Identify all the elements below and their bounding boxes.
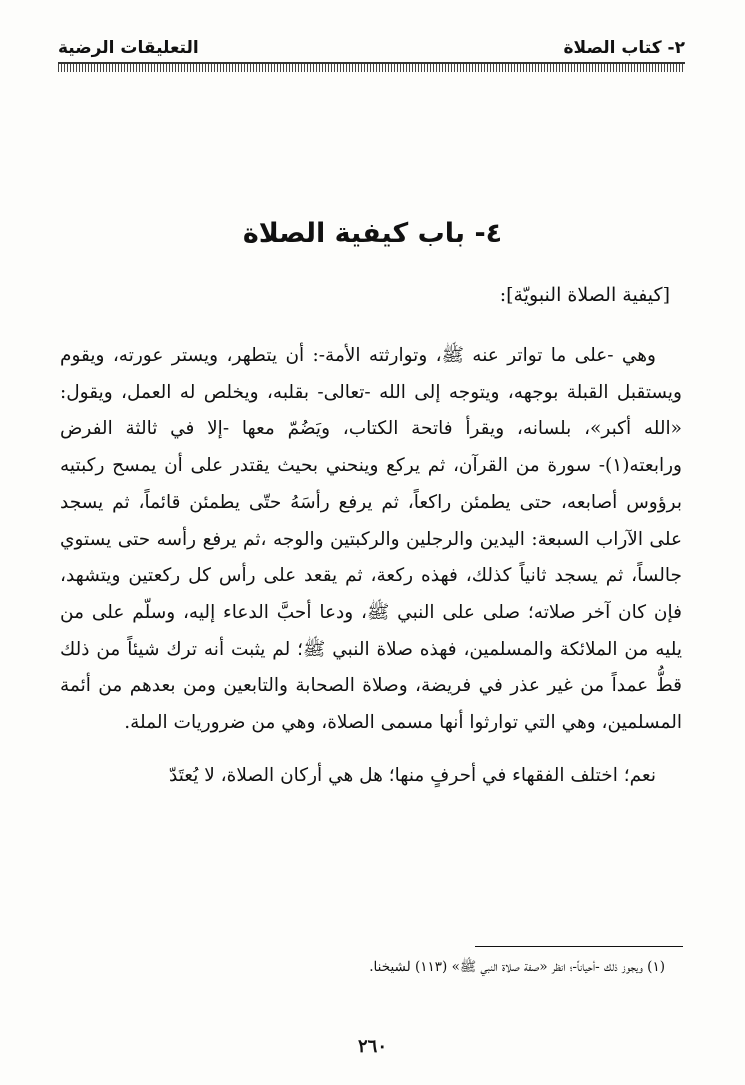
header-book-title: التعليقات الرضية	[58, 38, 199, 58]
footnote: (١) ويجوز ذلك -أحياناً-؛ انظر «صفة صلاة النبي ﷺ» (١١٣) لشيخنا.	[369, 959, 665, 975]
section-heading: [كيفية الصلاة النبويّة]:	[499, 284, 670, 306]
header-chapter-name: ٢- كتاب الصلاة	[563, 38, 685, 58]
body-text	[60, 338, 682, 794]
header-divider	[58, 62, 685, 72]
chapter-title: ٤- باب كيفية الصلاة	[242, 218, 503, 249]
body-paragraph: وهي -على ما تواتر عنه ﷺ، وتوارثته الأمة-: أن يتطهر، ويستر عورته، ويقوم ويستقبل القبلة بوجهه، ويتوجه إلى الله -تعالى- بقلبه، ويخلص له العمل، ويقول: «الله أكبر»، بلسانه، ويقرأ فاتحة الكتاب، ويَضُمّ معها -إلا في ثالثة الفرض ورابعته(١)- سورة من القرآن، ثم يركع وينحني بحيث يقتدر على أن يمسح ركبتيه برؤوس أصابعه، حتى يطمئن راكعاً، ثم يرفع رأسَهُ حتّى يطمئن قائماً، ثم يسجد على الآراب السبعة: اليدين والرجلين والركبتين والوجه ،ثم يرفع رأسه حتى يستوي جالساً، ثم يسجد ثانياً كذلك، فهذه ركعة، ثم يقعد على رأس كل ركعتين ويتشهد، فإن كان آخر صلاته؛ صلى على النبي ﷺ، ودعا أحبَّ الدعاء إليه، وسلّم على من يليه من الملائكة والمسلمين، فهذه صلاة النبي ﷺ؛ لم يثبت أنه ترك شيئاً من ذلك قطُّ عمداً من غير عذر في فريضة، وصلاة الصحابة والتابعين ومن بعدهم من أئمة المسلمين، وهي التي توارثوا أنها مسمى الصلاة، وهي من ضروريات الملة.	[60, 345, 682, 734]
footnote-divider	[475, 946, 683, 947]
running-header	[58, 32, 685, 58]
page-number: ٢٦٠	[357, 1036, 387, 1057]
body-paragraph: نعم؛ اختلف الفقهاء في أحرفٍ منها؛ هل هي أركان الصلاة، لا يُعتَدّ	[169, 764, 656, 786]
